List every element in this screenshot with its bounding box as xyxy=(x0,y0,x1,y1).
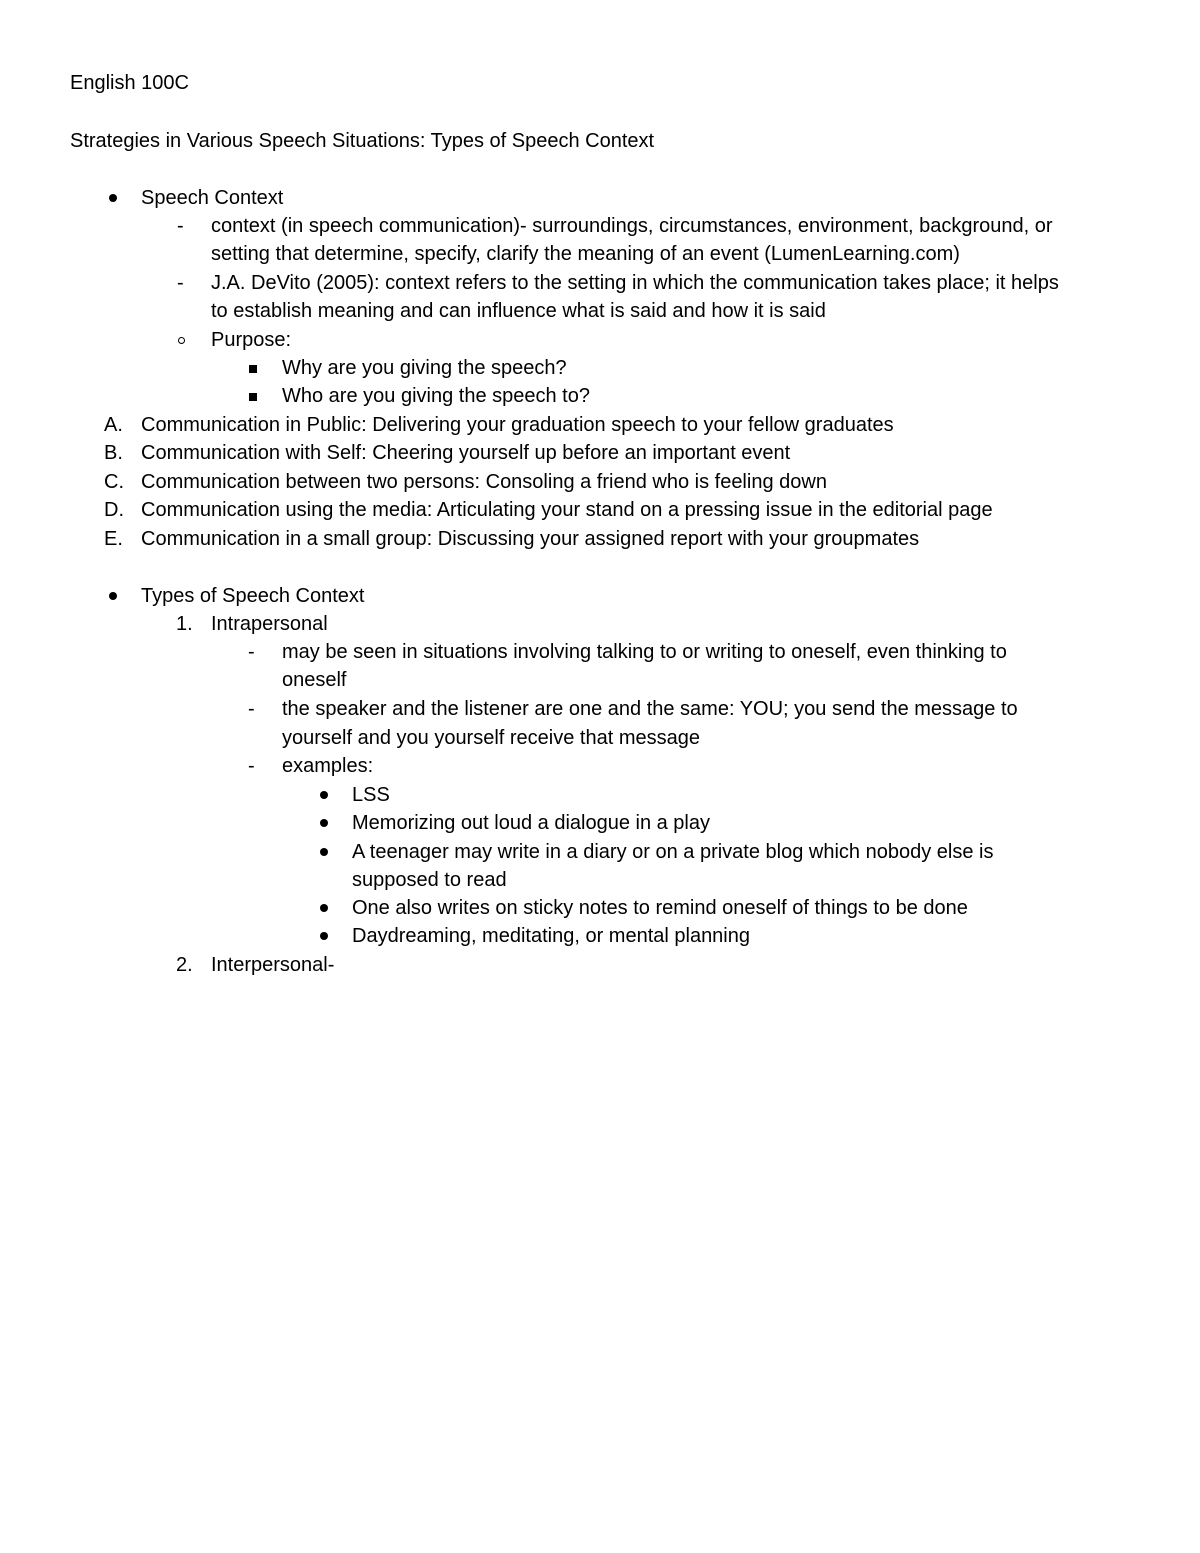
bullet-disc-icon xyxy=(109,194,117,202)
dash-marker: - xyxy=(248,755,255,777)
note-line: yourself and you yourself receive that message xyxy=(282,727,700,749)
example-item: LSS xyxy=(352,784,390,806)
bullet-square-icon xyxy=(249,393,257,401)
bullet-disc-icon xyxy=(320,848,328,856)
letter-marker: D. xyxy=(104,499,124,521)
example-item: Daydreaming, meditating, or mental planning xyxy=(352,925,750,947)
letter-marker: A. xyxy=(104,414,123,436)
letter-marker: C. xyxy=(104,471,124,493)
bullet-disc-icon xyxy=(320,791,328,799)
lettered-item: Communication in a small group: Discussing your assigned report with your groupmates xyxy=(141,528,920,550)
definition-line: J.A. DeVito (2005): context refers to the setting in which the communication takes place; it helps xyxy=(211,272,1059,294)
dash-marker: - xyxy=(177,215,184,237)
course-title: English 100C xyxy=(70,72,189,94)
type-label: Interpersonal- xyxy=(211,954,335,976)
bullet-square-icon xyxy=(249,365,257,373)
note-line: may be seen in situations involving talking to or writing to oneself, even thinking to xyxy=(282,641,1007,663)
section-heading-types: Types of Speech Context xyxy=(141,585,365,607)
bullet-circle-icon xyxy=(178,337,185,344)
example-item: A teenager may write in a diary or on a private blog which nobody else is xyxy=(352,841,994,863)
example-item: Memorizing out loud a dialogue in a play xyxy=(352,812,710,834)
example-item: One also writes on sticky notes to remind oneself of things to be done xyxy=(352,897,968,919)
letter-marker: E. xyxy=(104,528,123,550)
purpose-question: Who are you giving the speech to? xyxy=(282,385,590,407)
dash-marker: - xyxy=(248,698,255,720)
note-line: examples: xyxy=(282,755,374,777)
purpose-question: Why are you giving the speech? xyxy=(282,357,567,379)
note-line: oneself xyxy=(282,669,347,691)
lettered-item: Communication in Public: Delivering your graduation speech to your fellow graduates xyxy=(141,414,894,436)
purpose-label: Purpose: xyxy=(211,329,292,351)
letter-marker: B. xyxy=(104,442,123,464)
section-heading-speech-context: Speech Context xyxy=(141,187,284,209)
lettered-item: Communication using the media: Articulating your stand on a pressing issue in the editorial page xyxy=(141,499,993,521)
dash-marker: - xyxy=(248,641,255,663)
bullet-disc-icon xyxy=(320,819,328,827)
note-line: the speaker and the listener are one and the same: YOU; you send the message to xyxy=(282,698,1018,720)
number-marker: 1. xyxy=(176,613,193,635)
lettered-item: Communication between two persons: Consoling a friend who is feeling down xyxy=(141,471,827,493)
document-title: Strategies in Various Speech Situations: Types of Speech Context xyxy=(70,130,655,152)
definition-line: to establish meaning and can influence what is said and how it is said xyxy=(211,300,826,322)
definition-line: context (in speech communication)- surroundings, circumstances, environment, background, or xyxy=(211,215,1053,237)
lettered-item: Communication with Self: Cheering yourself up before an important event xyxy=(141,442,791,464)
bullet-disc-icon xyxy=(320,932,328,940)
dash-marker: - xyxy=(177,272,184,294)
type-label: Intrapersonal xyxy=(211,613,328,635)
number-marker: 2. xyxy=(176,954,193,976)
definition-line: setting that determine, specify, clarify the meaning of an event (LumenLearning.com) xyxy=(211,243,960,265)
example-item: supposed to read xyxy=(352,869,507,891)
bullet-disc-icon xyxy=(320,904,328,912)
bullet-disc-icon xyxy=(109,592,117,600)
